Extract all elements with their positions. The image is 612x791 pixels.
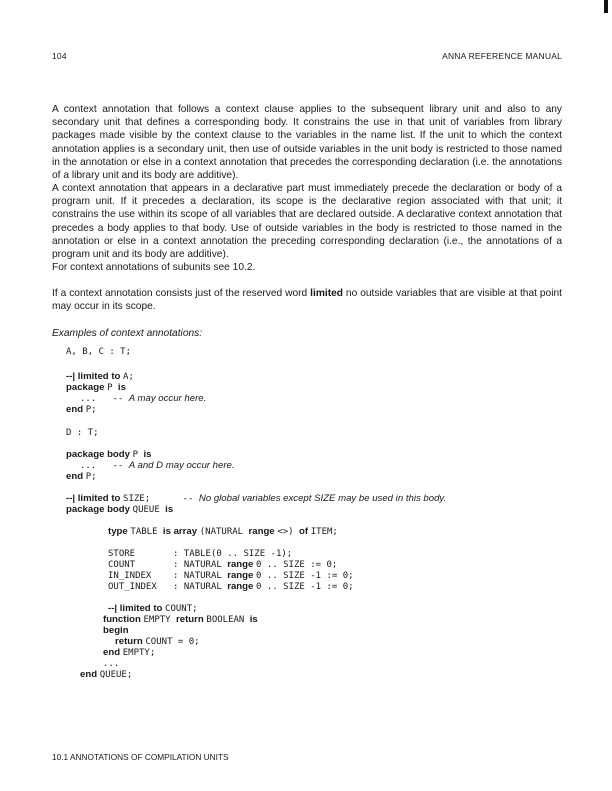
code-comment: A and D may occur here. [128,460,235,471]
code-text: P [107,383,118,393]
code-line [66,427,99,439]
code-keyword: --| limited to [108,603,166,614]
code-text: P; [85,472,97,482]
code-text: COUNT; [165,604,198,614]
code-line [80,669,132,681]
scan-mark [604,0,608,13]
code-keyword: begin [103,625,129,636]
code-line [66,404,97,416]
code-keyword: is [117,382,126,393]
code-line [66,346,131,358]
code-keyword: is [143,449,152,460]
code-keyword: package body [66,449,133,460]
code-line [80,393,206,405]
code-keyword: end [103,647,123,658]
code-line [66,504,173,516]
code-comment: No global variables except SIZE may be used in this body. [198,493,447,504]
code-text: SIZE; -- [123,494,199,504]
page-number: 104 [52,51,67,61]
code-text: D : T; [66,428,99,438]
text: If a context annotation consists just of the reserved word [52,288,311,299]
code-text: 0 .. SIZE -1 := 0; [256,582,354,592]
code-text: OUT_INDEX : NATURAL [108,582,228,592]
code-line [108,526,338,538]
code-keyword: function [103,614,144,625]
page-footer: 10.1 ANNOTATIONS OF COMPILATION UNITS [52,752,229,762]
code-comment: A may occur here. [128,393,207,404]
code-keyword: --| limited to [66,493,124,504]
code-text: P [132,450,144,460]
paragraph-1: A context annotation that follows a context clause applies to the subsequent library unit and also to any secondary unit that defines a corresponding body. It constrains the use in that unit of variables from library packages made visible by the context clause to the variables in the name list. If the unit to which the context annotation applies is a secondary unit, then use of outside variables in the unit body is restricted to those named in the annotation or else in a context annotation that precedes the corresponding declaration (i.e. the annotations of a library unit and its body are additive). [52,104,562,182]
code-text: (NATURAL [199,527,249,537]
code-text: P; [85,405,97,415]
code-line [66,471,97,483]
code-keyword: package body [66,504,133,515]
code-text: QUEUE; [99,670,133,680]
paragraph-4 [52,287,562,313]
code-line [80,460,235,472]
code-text: COUNT : NATURAL [108,560,228,570]
code-keyword: end [80,669,100,680]
code-text: IN_INDEX : NATURAL [108,571,228,581]
code-keyword: is [249,614,258,625]
code-keyword: is [165,504,174,515]
code-text: <>) [277,527,299,537]
code-text: EMPTY [143,615,177,625]
code-keyword: of [299,526,311,537]
code-keyword: return [115,636,146,647]
keyword: limited [310,288,343,299]
code-text: ... -- [80,394,129,404]
paragraph-3: For context annotations of subunits see 10.2. [52,262,256,273]
code-text: EMPTY; [122,648,156,658]
code-text: COUNT = 0; [145,637,200,647]
code-text: STORE : TABLE(0 .. SIZE -1); [108,549,293,559]
text: no outside variables that are visible at that point may occur in its scope. [52,288,562,313]
code-keyword: --| limited to [66,371,124,382]
code-line [108,581,354,593]
code-text: 0 .. SIZE -1 := 0; [256,571,354,581]
code-text: A, B, C : T; [66,347,132,357]
code-text: ... [103,659,120,669]
code-keyword: range [227,581,257,592]
code-keyword: return [176,614,207,625]
code-keyword: end [66,471,86,482]
code-keyword: end [66,404,86,415]
examples-heading: Examples of context annotations: [52,328,203,339]
code-keyword: range [227,559,257,570]
code-keyword: type [108,526,131,537]
code-keyword: package [66,382,108,393]
code-text: QUEUE [132,505,166,515]
code-keyword: range [248,526,278,537]
code-text: ITEM; [310,527,338,537]
code-keyword: range [227,570,257,581]
code-line [103,625,129,636]
code-text: BOOLEAN [206,615,250,625]
code-text: TABLE [130,527,163,537]
code-text: 0 .. SIZE := 0; [256,560,338,570]
code-text: ... -- [80,461,129,471]
code-keyword: is array [162,526,200,537]
running-title: ANNA REFERENCE MANUAL [442,51,562,61]
paragraph-2: A context annotation that appears in a declarative part must immediately precede the declaration or body of a program unit. If it precedes a declaration, its scope is the declarative region associated with that unit; it constrains the use within its scope of all variables that are declared outside. A declarative context annotation that precedes a body applies to that body. Use of outside variables in the body is restricted to those named in the annotation or else in a context annotation the preceding corresponding declaration (i.e., the annotations of a program unit and its body are additive). [52,183,562,261]
code-text: A; [123,372,134,382]
